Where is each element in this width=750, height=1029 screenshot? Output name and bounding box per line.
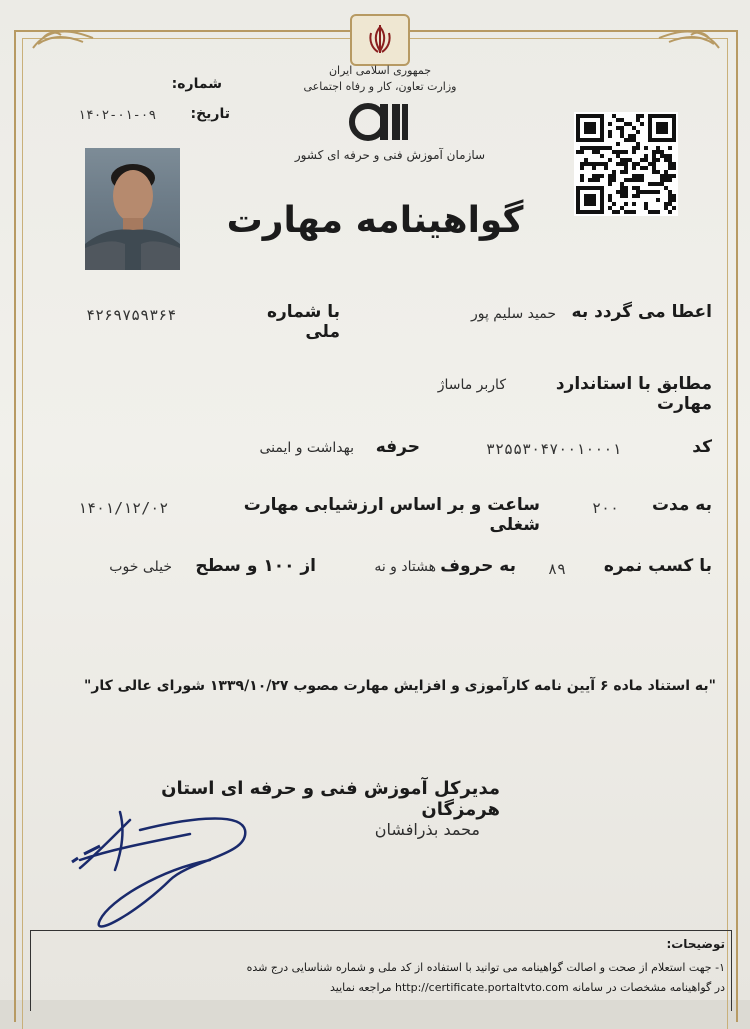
score-label: با کسب نمره [603,556,712,576]
holder-photo [85,148,180,270]
certificate-title: گواهینامه مهارت [226,200,524,241]
level-value: خیلی خوب [109,559,172,575]
duration-date: ۱۴۰۱/۱۲/۰۲ [78,499,169,517]
handwritten-signature-icon [70,800,290,950]
organization-text: سازمان آموزش فنی و حرفه ای کشور [294,148,486,162]
qr-code-icon [574,112,678,216]
score-max-text: از ۱۰۰ و سطح [195,556,316,576]
date-value: ۱۴۰۲-۰۱-۰۹ [78,108,157,123]
trade-value: بهداشت و ایمنی [259,440,354,456]
signatory-title: مدیرکل آموزش فنی و حرفه ای استان هرمزگان [161,778,500,820]
score-words-label: به حروف [440,556,516,576]
score-value: ۸۹ [548,560,567,578]
score-words-value: هشتاد و نه [374,559,436,575]
duration-text: ساعت و بر اساس ارزشیابی مهارت شغلی [243,495,540,535]
duration-label: به مدت [651,495,712,515]
notes-heading: توضیحات: [666,937,725,951]
legal-note: "به استناد ماده ۶ آیین نامه کارآموزی و افزایش مهارت مصوب ۱۳۳۹/۱۰/۲۷ شورای عالی کار" [84,678,716,694]
tvto-logo-icon [346,98,410,146]
notes-line-1: ۱- جهت استعلام از صحت و اصالت گواهینامه می توانید با استفاده از کد ملی و شماره شناسایی درج شده [246,961,725,974]
number-label: شماره: [171,76,222,92]
signatory-name: محمد بذرافشان [374,820,480,839]
national-id-value: ۴۲۶۹۷۵۹۳۶۴ [86,306,177,324]
corner-ornament-left-icon [28,26,98,52]
standard-label: مطابق با استاندارد مهارت [555,374,712,414]
awarded-label: اعطا می گردد به [571,302,712,322]
trade-label: حرفه [375,437,420,457]
notes-box [30,930,732,1011]
iran-emblem-icon [350,14,410,66]
national-id-label: با شماره ملی [266,302,340,342]
duration-value: ۲۰۰ [592,499,620,517]
standard-value: کاربر ماساژ [437,377,506,393]
ministry-text: وزارت تعاون، کار و رفاه اجتماعی [303,80,457,93]
date-label: تاریخ: [190,106,230,122]
code-value: ۳۲۵۵۳۰۴۷۰۰۱۰۰۰۱ [486,440,622,458]
awarded-name: حمید سلیم پور [470,306,556,322]
notes-line-2: در گواهینامه مشخصات در سامانه http://certificate.portaltvto.com مراجعه نمایید [330,981,725,994]
corner-ornament-right-icon [654,26,724,52]
republic-text: جمهوری اسلامی ایران [328,64,432,77]
code-label: کد [692,437,712,457]
